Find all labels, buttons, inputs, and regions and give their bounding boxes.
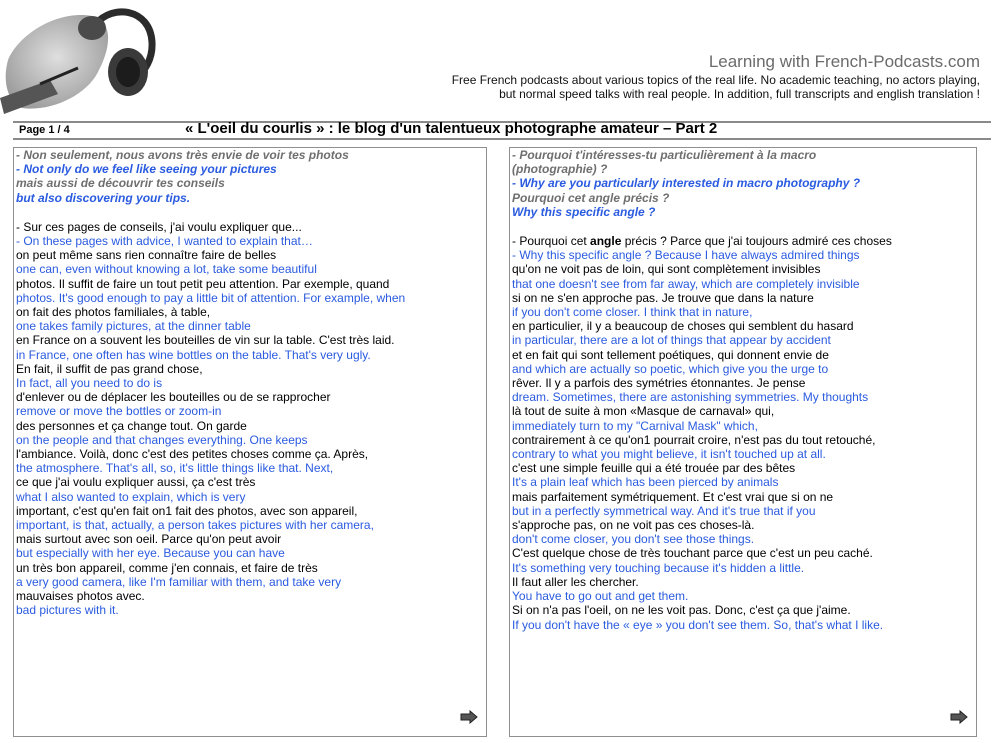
right-transcript-panel: [509, 147, 977, 737]
transcript-line: - Why this specific angle ? Because I have always admired things: [512, 248, 860, 263]
transcript-line: mais aussi de découvrir tes conseils: [16, 176, 225, 191]
transcript-line: what I also wanted to explain, which is very: [16, 489, 246, 504]
transcript-line: mauvaises photos avec.: [16, 589, 145, 604]
transcript-line: et en fait qui sont tellement poétiques, qui donnent envie de: [512, 347, 829, 362]
transcript-line: one can, even without knowing a lot, take some beautiful: [16, 262, 317, 277]
title-bar: [13, 121, 991, 140]
transcript-line: - Non seulement, nous avons très envie de voir tes photos: [16, 148, 349, 162]
transcript-line: don't come closer, you don't see those things.: [512, 532, 755, 547]
transcript-line: contrary to what you might believe, it isn't touched up at all.: [512, 447, 826, 462]
transcript-line: on fait des photos familiales, à table,: [16, 305, 211, 320]
transcript-line: remove or move the bottles or zoom-in: [16, 404, 222, 419]
transcript-line: if you don't come closer. I think that in nature,: [512, 305, 753, 320]
transcript-line: - On these pages with advice, I wanted to explain that…: [16, 234, 313, 249]
transcript-line: mais parfaitement symétriquement. Et c'est vrai que si on ne: [512, 489, 834, 504]
transcript-line: in particular, there are a lot of things that appear by accident: [512, 333, 831, 348]
transcript-line: Pourquoi cet angle précis ?: [512, 190, 670, 205]
transcript-line: the atmosphere. That's all, so, it's little things like that. Next,: [16, 461, 334, 476]
transcript-line: in France, one often has wine bottles on the table. That's very ugly.: [16, 347, 371, 362]
transcript-line: - Pourquoi t'intéresses-tu particulièrement à la macro: [512, 148, 817, 162]
transcript-line: c'est une simple feuille qui a été trouée par des bêtes: [512, 461, 796, 476]
transcript-line: - Not only do we feel like seeing your pictures: [16, 162, 277, 177]
left-body: [14, 220, 486, 618]
arrow-right-icon[interactable]: [460, 710, 478, 724]
transcript-line: but in a perfectly symmetrical way. And it's true that if you: [512, 503, 816, 518]
transcript-line: en France on a souvent les bouteilles de vin sur la table. C'est très laid.: [16, 333, 395, 348]
arrow-right-icon[interactable]: [950, 710, 968, 724]
transcript-line: You have to go out and get them.: [512, 589, 689, 604]
transcript-line: l'ambiance. Voilà, donc c'est des petites choses comme ça. Après,: [16, 447, 369, 462]
tagline: [340, 73, 980, 101]
transcript-line: Il faut aller les chercher.: [512, 574, 639, 589]
transcript-line: ce que j'ai voulu expliquer aussi, ça c'est très: [16, 475, 256, 490]
transcript-line: but especially with her eye. Because you can have: [16, 546, 285, 561]
right-body: [510, 234, 976, 632]
transcript-line: mais surtout avec son oeil. Parce qu'on peut avoir: [16, 532, 282, 547]
headphones-logo: [0, 2, 160, 120]
transcript-line: It's something very touching because it's hidden a little.: [512, 560, 805, 575]
transcript-line: - Pourquoi cet angle précis ? Parce que j'ai toujours admiré ces choses: [512, 234, 892, 249]
transcript-line: and which are actually so poetic, which give you the urge to: [512, 361, 829, 376]
left-intro: [14, 148, 486, 205]
transcript-line: (photographie) ?: [512, 162, 608, 177]
transcript-line: that one doesn't see from far away, which are completely invisible: [512, 276, 860, 291]
transcript-line: a very good camera, like I'm familiar with them, and take very: [16, 574, 342, 589]
transcript-line: on peut même sans rien connaître faire de belles: [16, 248, 277, 263]
transcript-line: Why this specific angle ?: [512, 204, 656, 219]
transcript-line: des personnes et ça change tout. On garde: [16, 418, 247, 433]
right-intro: [510, 148, 976, 219]
transcript-line: si on ne s'en approche pas. Je trouve que dans la nature: [512, 290, 814, 305]
document-title: « L'oeil du courlis » : le blog d'un talentueux photographe amateur – Part 2: [185, 120, 718, 137]
transcript-line: d'enlever ou de déplacer les bouteilles ou de se rapprocher: [16, 390, 331, 405]
transcript-line: - Sur ces pages de conseils, j'ai voulu expliquer que...: [16, 219, 302, 234]
transcript-line: qu'on ne voit pas de loin, qui sont complètement invisibles: [512, 262, 821, 277]
transcript-line: là tout de suite à mon «Masque de carnaval» qui,: [512, 404, 775, 419]
site-title[interactable]: Learning with French-Podcasts.com: [708, 52, 980, 71]
left-transcript-panel: [13, 147, 487, 737]
transcript-line: en particulier, il y a beaucoup de choses qui semblent du hasard: [512, 319, 854, 334]
page-number: Page 1 / 4: [19, 124, 70, 136]
transcript-line: photos. It's good enough to pay a little bit of attention. For example, when: [16, 290, 406, 305]
transcript-line: photos. Il suffit de faire un tout petit peu attention. Par exemple, quand: [16, 276, 390, 291]
transcript-line: important, c'est qu'en fait on1 fait des photos, avec son appareil,: [16, 503, 358, 518]
transcript-line: In fact, all you need to do is: [16, 376, 163, 391]
transcript-line: It's a plain leaf which has been pierced by animals: [512, 475, 779, 490]
transcript-line: un très bon appareil, comme j'en connais, et faire de très: [16, 560, 318, 575]
tagline-line-1: Free French podcasts about various topics of the real life. No academic teaching, no actors playing,: [451, 73, 980, 87]
transcript-line: s'approche pas, on ne voit pas ces choses-là.: [512, 518, 755, 533]
transcript-line: dream. Sometimes, there are astonishing symmetries. My thoughts: [512, 390, 869, 405]
transcript-line: - Why are you particularly interested in macro photography ?: [512, 176, 861, 191]
transcript-line: immediately turn to my "Carnival Mask" which,: [512, 418, 758, 433]
transcript-line: If you don't have the « eye » you don't see them. So, that's what I like.: [512, 617, 884, 632]
transcript-line: on the people and that changes everything. One keeps: [16, 432, 308, 447]
transcript-line: one takes family pictures, at the dinner table: [16, 319, 251, 334]
transcript-line: but also discovering your tips.: [16, 190, 191, 205]
transcript-line: Si on n'a pas l'oeil, on ne les voit pas. Donc, c'est ça que j'aime.: [512, 603, 851, 618]
transcript-line: bad pictures with it.: [16, 603, 119, 618]
transcript-line: En fait, il suffit de pas grand chose,: [16, 361, 203, 376]
transcript-line: important, is that, actually, a person takes pictures with her camera,: [16, 518, 374, 533]
tagline-line-2: but normal speed talks with real people. In addition, full transcripts and english translation !: [499, 87, 980, 101]
transcript-line: rêver. Il y a parfois des symétries étonnantes. Je pense: [512, 376, 806, 391]
transcript-line: contrairement à ce qu'on1 pourrait croire, n'est pas du tout retouché,: [512, 432, 876, 447]
transcript-line: C'est quelque chose de très touchant parce que c'est un peu caché.: [512, 546, 873, 561]
